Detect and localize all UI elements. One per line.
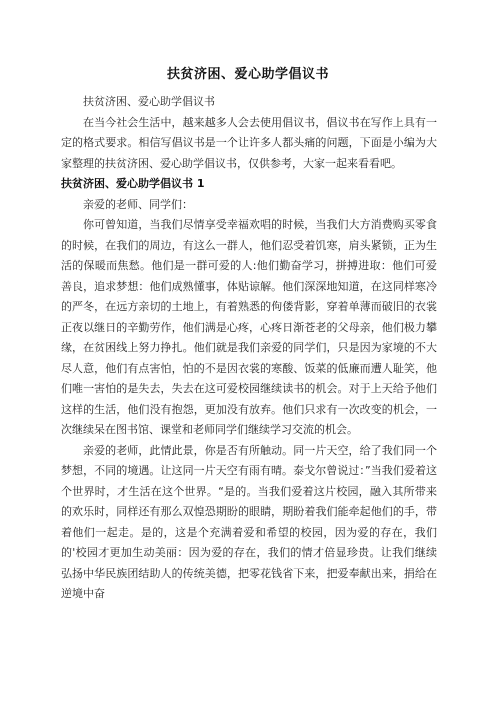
section-heading: 扶贫济困、爱心助学倡议书 1: [61, 177, 205, 190]
document-body: [61, 92, 437, 605]
document-subtitle: 扶贫济困、爱心助学倡议书: [83, 95, 215, 108]
salutation: 亲爱的老师、同学们：: [83, 197, 193, 211]
body-paragraph-1: 你可曾知道，当我们尽情享受幸福欢唱的时候，当我们大方消费购买零食的时候，在我们的周边，有这么一群人，他们忍受着饥寒，肩头紧锁，正为生活的保暖而焦愁。他们是一群可爱的人:他们勤奋学习，拼搏进取：他们可爱善良，追求梦想：他们成熟懂事，体贴谅解。他们深深地知道，在这同样寒冷的严冬，在远方亲切的土地上，有着熟悉的佝偻背影，穿着单薄而破旧的衣裳正夜以继日的辛勤劳作，他们满是心疼，心疼日渐苍老的父母亲，他们极力攀缘，在贫困线上努力挣扎。他们就是我们亲爱的同学们，只是因为家境的不大尽人意，他们有点害怕，怕的不是因衣裳的寒酸、饭菜的低廉而遭人耻笑，他们唯一害怕的是失去，失去在这可爱校园继续读书的机会。对于上天给予他们这样的生活，他们没有抱怨，更加没有放弃。他们只求有一次改变的机会，一次继续呆在图书馆、课堂和老师同学们继续学习交流的机会。: [61, 218, 437, 436]
document-title: 扶贫济困、爱心助学倡议书: [166, 67, 329, 82]
intro-paragraph: 在当今社会生活中，越来越多人会去使用倡议书，倡议书在写作上具有一定的格式要求。相信写倡议书是一个让许多人都头痛的问题，下面是小编为大家整理的扶贫济困、爱心助学倡议书，仅供参考，大家一起来看看吧。: [61, 115, 437, 170]
body-paragraph-2: 亲爱的老师，此情此景，你是否有所触动。同一片天空，给了我们同一个梦想，不同的境遇。让这同一片天空有雨有晴。泰戈尔曾说过：”当我们爱着这个世界时，才生活在这个世界。“是的。当我们爱着这片校园，融入其所带来的欢乐时，同样还有那么双惶恐期盼的眼睛，期盼着我们能牵起他们的手，带着他们一起走。是的，这是个充满着爱和希望的校园，因为爱的存在，我们的'校园才更加生动美丽：因为爱的存在，我们的情才倍显珍贵。让我们继续弘扬中华民族团结助人的传统美德，把零花钱省下来，把爱奉献出来，捐给在逆境中奋: [61, 443, 437, 600]
